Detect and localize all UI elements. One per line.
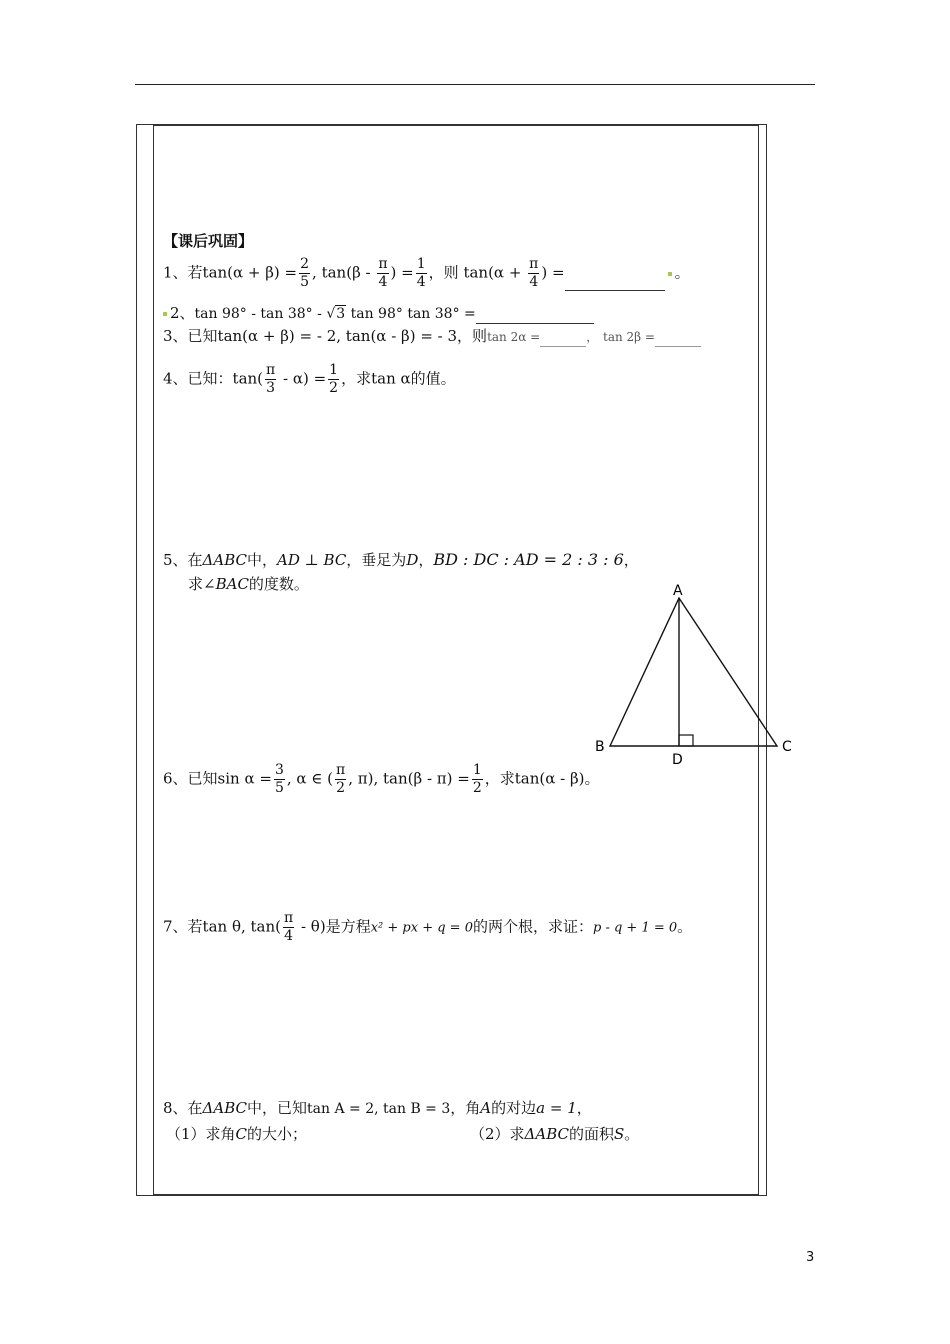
page-number: 3 (806, 1250, 815, 1265)
question-5-line-1: 5、在ΔABC中，AD ⊥ BC，垂足为D，BD : DC : AD = 2 : 3 : 6， (163, 550, 639, 569)
fraction: $\frac{1}{2}$ (329, 362, 339, 396)
section-heading: 【课后巩固】 (163, 232, 254, 250)
question-3: 3、已知tan(α + β) = - 2, tan(α - β) = - 3，则tan 2α = ， tan 2β = (163, 326, 701, 347)
fraction: $\frac{\pi}{3}$ (266, 362, 276, 396)
vertex-label-a: A (673, 583, 683, 599)
question-2: 2、tan 98° - tan 38° - √3 tan 98° tan 38° = (160, 303, 594, 324)
question-1: 1、若tan(α + β) = $\frac{2}{5}$ , tan(β - $\frac{\pi}{4}$ ) = $\frac{1}{4}$ ，则 tan(α + $\frac{\pi}{4}$ ) = 。 (163, 256, 690, 290)
q1-number: 1、若 (163, 263, 203, 282)
question-8-sub-1: （1）求角C的大小； (166, 1125, 308, 1143)
answer-blank[interactable] (476, 323, 594, 324)
fraction: $\frac{\pi}{4}$ (529, 256, 539, 290)
answer-blank[interactable] (565, 290, 665, 291)
question-8-sub-2: （2）求ΔABC的面积S。 (470, 1125, 640, 1143)
header-rule (135, 84, 815, 85)
question-5-line-2: 求∠BAC的度数。 (188, 575, 309, 593)
vertex-label-b: B (595, 739, 605, 755)
fraction: $\frac{\pi}{4}$ (378, 256, 388, 290)
answer-blank[interactable] (655, 346, 701, 347)
fraction: $\frac{\pi}{2}$ (336, 762, 346, 796)
fraction: $\frac{1}{2}$ (472, 762, 482, 796)
fraction: $\frac{\pi}{4}$ (284, 910, 294, 944)
question-7: 7、若tan θ, tan( $\frac{\pi}{4}$ - θ)是方程x² + px + q = 0的两个根，求证：p - q + 1 = 0。 (163, 910, 693, 944)
marker-dot (668, 272, 672, 276)
vertex-label-d: D (672, 752, 683, 768)
sqrt-radicand: 3 (336, 306, 346, 322)
question-4: 4、已知：tan( $\frac{\pi}{3}$ - α) = $\frac{1}{2}$ ，求tan α的值。 (163, 362, 456, 396)
triangle-abc (610, 598, 777, 746)
fraction: $\frac{3}{5}$ (274, 762, 284, 796)
marker-dot (163, 312, 167, 316)
question-8: 8、在ΔABC中，已知tan A = 2, tan B = 3，角A的对边a = 1， (163, 1099, 592, 1117)
frame-inner-bottom (153, 1194, 758, 1195)
frame-inner-top (153, 125, 758, 126)
triangle-figure (585, 578, 805, 770)
answer-blank[interactable] (540, 346, 586, 347)
vertex-label-c: C (782, 739, 792, 755)
question-6: 6、已知sin α = $\frac{3}{5}$ , α ∈ ( $\frac{\pi}{2}$ , π), tan(β - π) = $\frac{1}{2}$ ，求tan(α - β)。 (163, 762, 600, 796)
frame-inner-left (153, 124, 154, 1196)
right-angle-mark (679, 735, 693, 746)
fraction: $\frac{1}{4}$ (416, 256, 426, 290)
fraction: $\frac{2}{5}$ (300, 256, 310, 290)
